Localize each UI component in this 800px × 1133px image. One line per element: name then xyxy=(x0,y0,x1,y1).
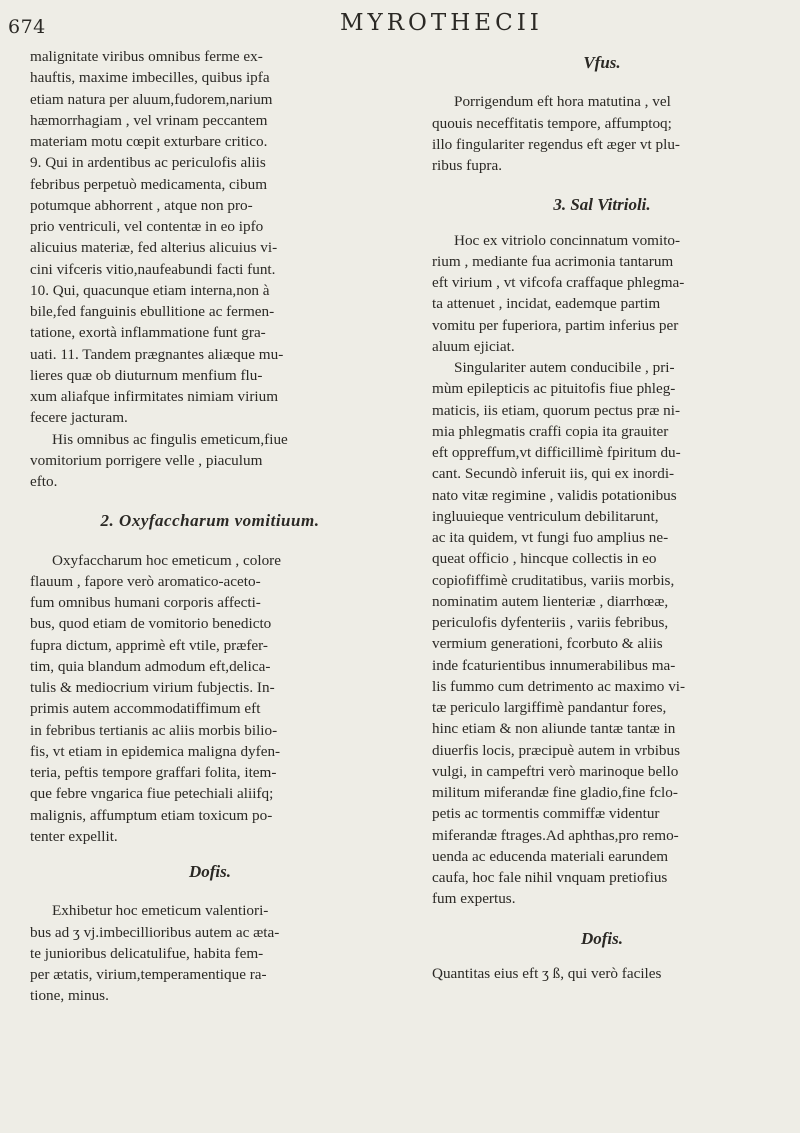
text-line: fis, vt etiam in epidemica maligna dyfen- xyxy=(30,742,281,760)
text-line: tim, quia blandum admodum eft,delica- xyxy=(30,657,271,675)
text-line: etiam natura per aluum,fudorem,narium xyxy=(30,90,273,108)
right-paragraph-3 xyxy=(432,357,772,910)
text-line: fupra dictum, apprimè eft vtile, præfer- xyxy=(30,636,268,654)
text-line: malignitate viribus omnibus ferme ex- xyxy=(30,48,263,65)
text-line: prio ventriculi, vel contentæ in eo ipfo xyxy=(30,218,264,235)
left-paragraph-3 xyxy=(30,550,390,848)
text-line: fum expertus. xyxy=(432,890,516,908)
section-heading-dosis-right: Dofis. xyxy=(580,928,624,948)
text-line: ta attenuet , incidat, eademque partim xyxy=(432,295,661,313)
text-line: tione, minus. xyxy=(30,987,109,1005)
text-line: mia phlegmatis craffi copia ita grauiter xyxy=(432,422,669,440)
text-line: Porrigendum eft hora matutina , vel xyxy=(454,93,671,111)
text-line: vomitorium porrigere velle , piaculum xyxy=(30,451,263,469)
text-line: malignis, affumptum etiam toxicum po- xyxy=(30,806,273,824)
text-line: vulgi, in campeftri verò marinoque bello xyxy=(432,762,679,780)
text-line: xum aliafque infirmitates nimiam virium xyxy=(30,388,279,405)
section-heading-usus: Vfus. xyxy=(583,53,621,72)
text-line: eft oppreffum,vt difficillimè fpiritum du- xyxy=(432,444,681,461)
left-paragraph-1 xyxy=(30,46,390,429)
text-line: bile,fed fanguinis ebullitione ac fermen- xyxy=(30,303,275,320)
text-line: vermium generationi, fcorbuto & aliis xyxy=(432,635,663,653)
text-line: Exhibetur hoc emeticum valentiori- xyxy=(52,902,269,920)
text-line: fum omnibus humani corporis affecti- xyxy=(30,594,261,611)
text-line: Quantitas eius eft ʒ ß, qui verò faciles xyxy=(432,964,662,982)
text-line: ribus fupra. xyxy=(432,157,503,174)
text-line: queat officio , hincque collectis in eo xyxy=(432,550,657,568)
text-line: 10. Qui, quacunque etiam interna,non à xyxy=(30,281,270,299)
text-line: miferandæ ftrages.Ad aphthas,pro remo- xyxy=(432,826,679,844)
text-line: 9. Qui in ardentibus ac periculofis aliis xyxy=(30,154,266,172)
text-line: nato vitæ regimine , validis potationibus xyxy=(432,486,677,504)
text-line: tæ periculo largiffimè pandantur fores, xyxy=(432,699,667,716)
text-line: febribus perpetuò medicamenta, cibum xyxy=(30,175,268,193)
text-line: materiam motu cœpit exturbare critico. xyxy=(30,133,268,150)
text-line: tulis & mediocrium virium fubjectis. In- xyxy=(30,679,275,696)
text-line: inde fcaturientibus innumerabilibus ma- xyxy=(432,656,676,674)
text-line: uenda ac educenda materiali earundem xyxy=(432,847,669,865)
text-line: diuerfis locis, præcipuè autem in vrbibus xyxy=(432,741,681,759)
text-line: per ætatis, virium,temperamentique ra- xyxy=(30,966,267,983)
text-line: flauum , fapore verò aromatico-aceto- xyxy=(30,572,261,590)
text-line: teria, peftis tempore graffari folita, item- xyxy=(30,764,277,781)
right-paragraph-1 xyxy=(432,91,772,176)
text-line: Hoc ex vitriolo concinnatum vomito- xyxy=(454,231,681,249)
text-line: ac ita quidem, vt fungi fuo amplius ne- xyxy=(432,529,669,546)
text-line: cini vifceris vitio,naufeabundi facti funt. xyxy=(30,260,276,278)
text-line: te junioribus delicatulifue, habita fem- xyxy=(30,944,264,962)
text-line: ingluuieque ventriculum debilitarunt, xyxy=(432,507,659,525)
text-line: mùm epilepticis ac pituitofis fiue phleg- xyxy=(432,380,676,398)
right-column xyxy=(432,46,772,984)
section-heading-dosis-left: Dofis. xyxy=(188,862,232,881)
text-line: tatione, exortà inflammatione funt gra- xyxy=(30,324,266,342)
page-number: 674 xyxy=(8,16,46,38)
text-line: militum miferandæ fine gladio,fine fclo- xyxy=(432,784,678,801)
text-line: efto. xyxy=(30,473,58,490)
text-line: maticis, iis etiam, quorum pectus præ ni- xyxy=(432,401,681,419)
text-line: Singulariter autem conducibile , pri- xyxy=(454,359,675,376)
text-line: periculofis dyfenteriis , variis febribus, xyxy=(432,614,669,631)
text-line: hinc etiam & non aliunde tantæ tantæ in xyxy=(432,720,676,738)
text-line: bus, quod etiam de vomitorio benedicto xyxy=(30,615,272,633)
section-heading-oxysaccharum: 2. Oxyfaccharum vomitiuum. xyxy=(100,511,320,531)
text-line: illo fingulariter regendus eft æger vt plu- xyxy=(432,135,680,153)
text-line: primis autem accommodatiffimum eft xyxy=(30,700,261,718)
text-line: hæmorrhagiam , vel vrinam peccantem xyxy=(30,111,268,129)
text-line: tenter expellit. xyxy=(30,827,118,845)
text-line: potumque abhorrent , atque non pro- xyxy=(30,196,253,214)
text-line: lis fummo cum detrimento ac maximo vi- xyxy=(432,677,686,695)
text-line: rium , mediante fua acrimonia tantarum xyxy=(432,252,674,270)
text-line: His omnibus ac fingulis emeticum,fiue xyxy=(52,430,288,448)
text-line: vomitu per fuperiora, partim inferius per xyxy=(432,316,679,334)
text-line: que febre vngarica fiue petechiali aliifq; xyxy=(30,785,274,803)
text-line: in febribus tertianis ac aliis morbis bilio- xyxy=(30,721,278,739)
text-line: bus ad ʒ vj.imbecillioribus autem ac æta- xyxy=(30,923,280,941)
text-line: nominatim autem lienteriæ , diarrhœæ, xyxy=(432,592,669,610)
section-heading-sal-vitrioli: 3. Sal Vitrioli. xyxy=(553,195,651,215)
text-line: Oxyfaccharum hoc emeticum , colore xyxy=(52,551,281,569)
left-paragraph-2 xyxy=(30,429,390,493)
text-line: quouis neceffitatis tempore, affumptoq; xyxy=(432,114,672,132)
text-line: eft virium , vt vifcofa craffaque phlegma- xyxy=(432,274,685,291)
text-line: petis ac tormentis commiffæ videntur xyxy=(432,805,660,823)
left-column xyxy=(30,46,390,1007)
left-paragraph-4 xyxy=(30,900,390,1006)
text-line: uati. 11. Tandem prægnantes aliæque mu- xyxy=(30,345,284,363)
text-line: fecere jacturam. xyxy=(30,409,128,427)
text-line: cant. Secundò inferuit iis, qui ex inordi- xyxy=(432,465,675,483)
text-line: caufa, hoc fale nihil vnquam pretiofius xyxy=(432,869,668,886)
right-paragraph-4 xyxy=(432,963,772,984)
right-paragraph-2 xyxy=(432,230,772,358)
running-title: MYROTHECII xyxy=(340,10,543,36)
text-line: copiofiffimè cruditatibus, variis morbis, xyxy=(432,571,675,589)
text-line: lieres quæ ob diuturnum menfium flu- xyxy=(30,366,263,384)
text-line: hauftis, maxime imbecilles, quibus ipfa xyxy=(30,69,270,87)
text-line: alicuius materiæ, fed alterius alicuius vi- xyxy=(30,239,278,257)
text-line: aluum ejiciat. xyxy=(432,337,515,355)
